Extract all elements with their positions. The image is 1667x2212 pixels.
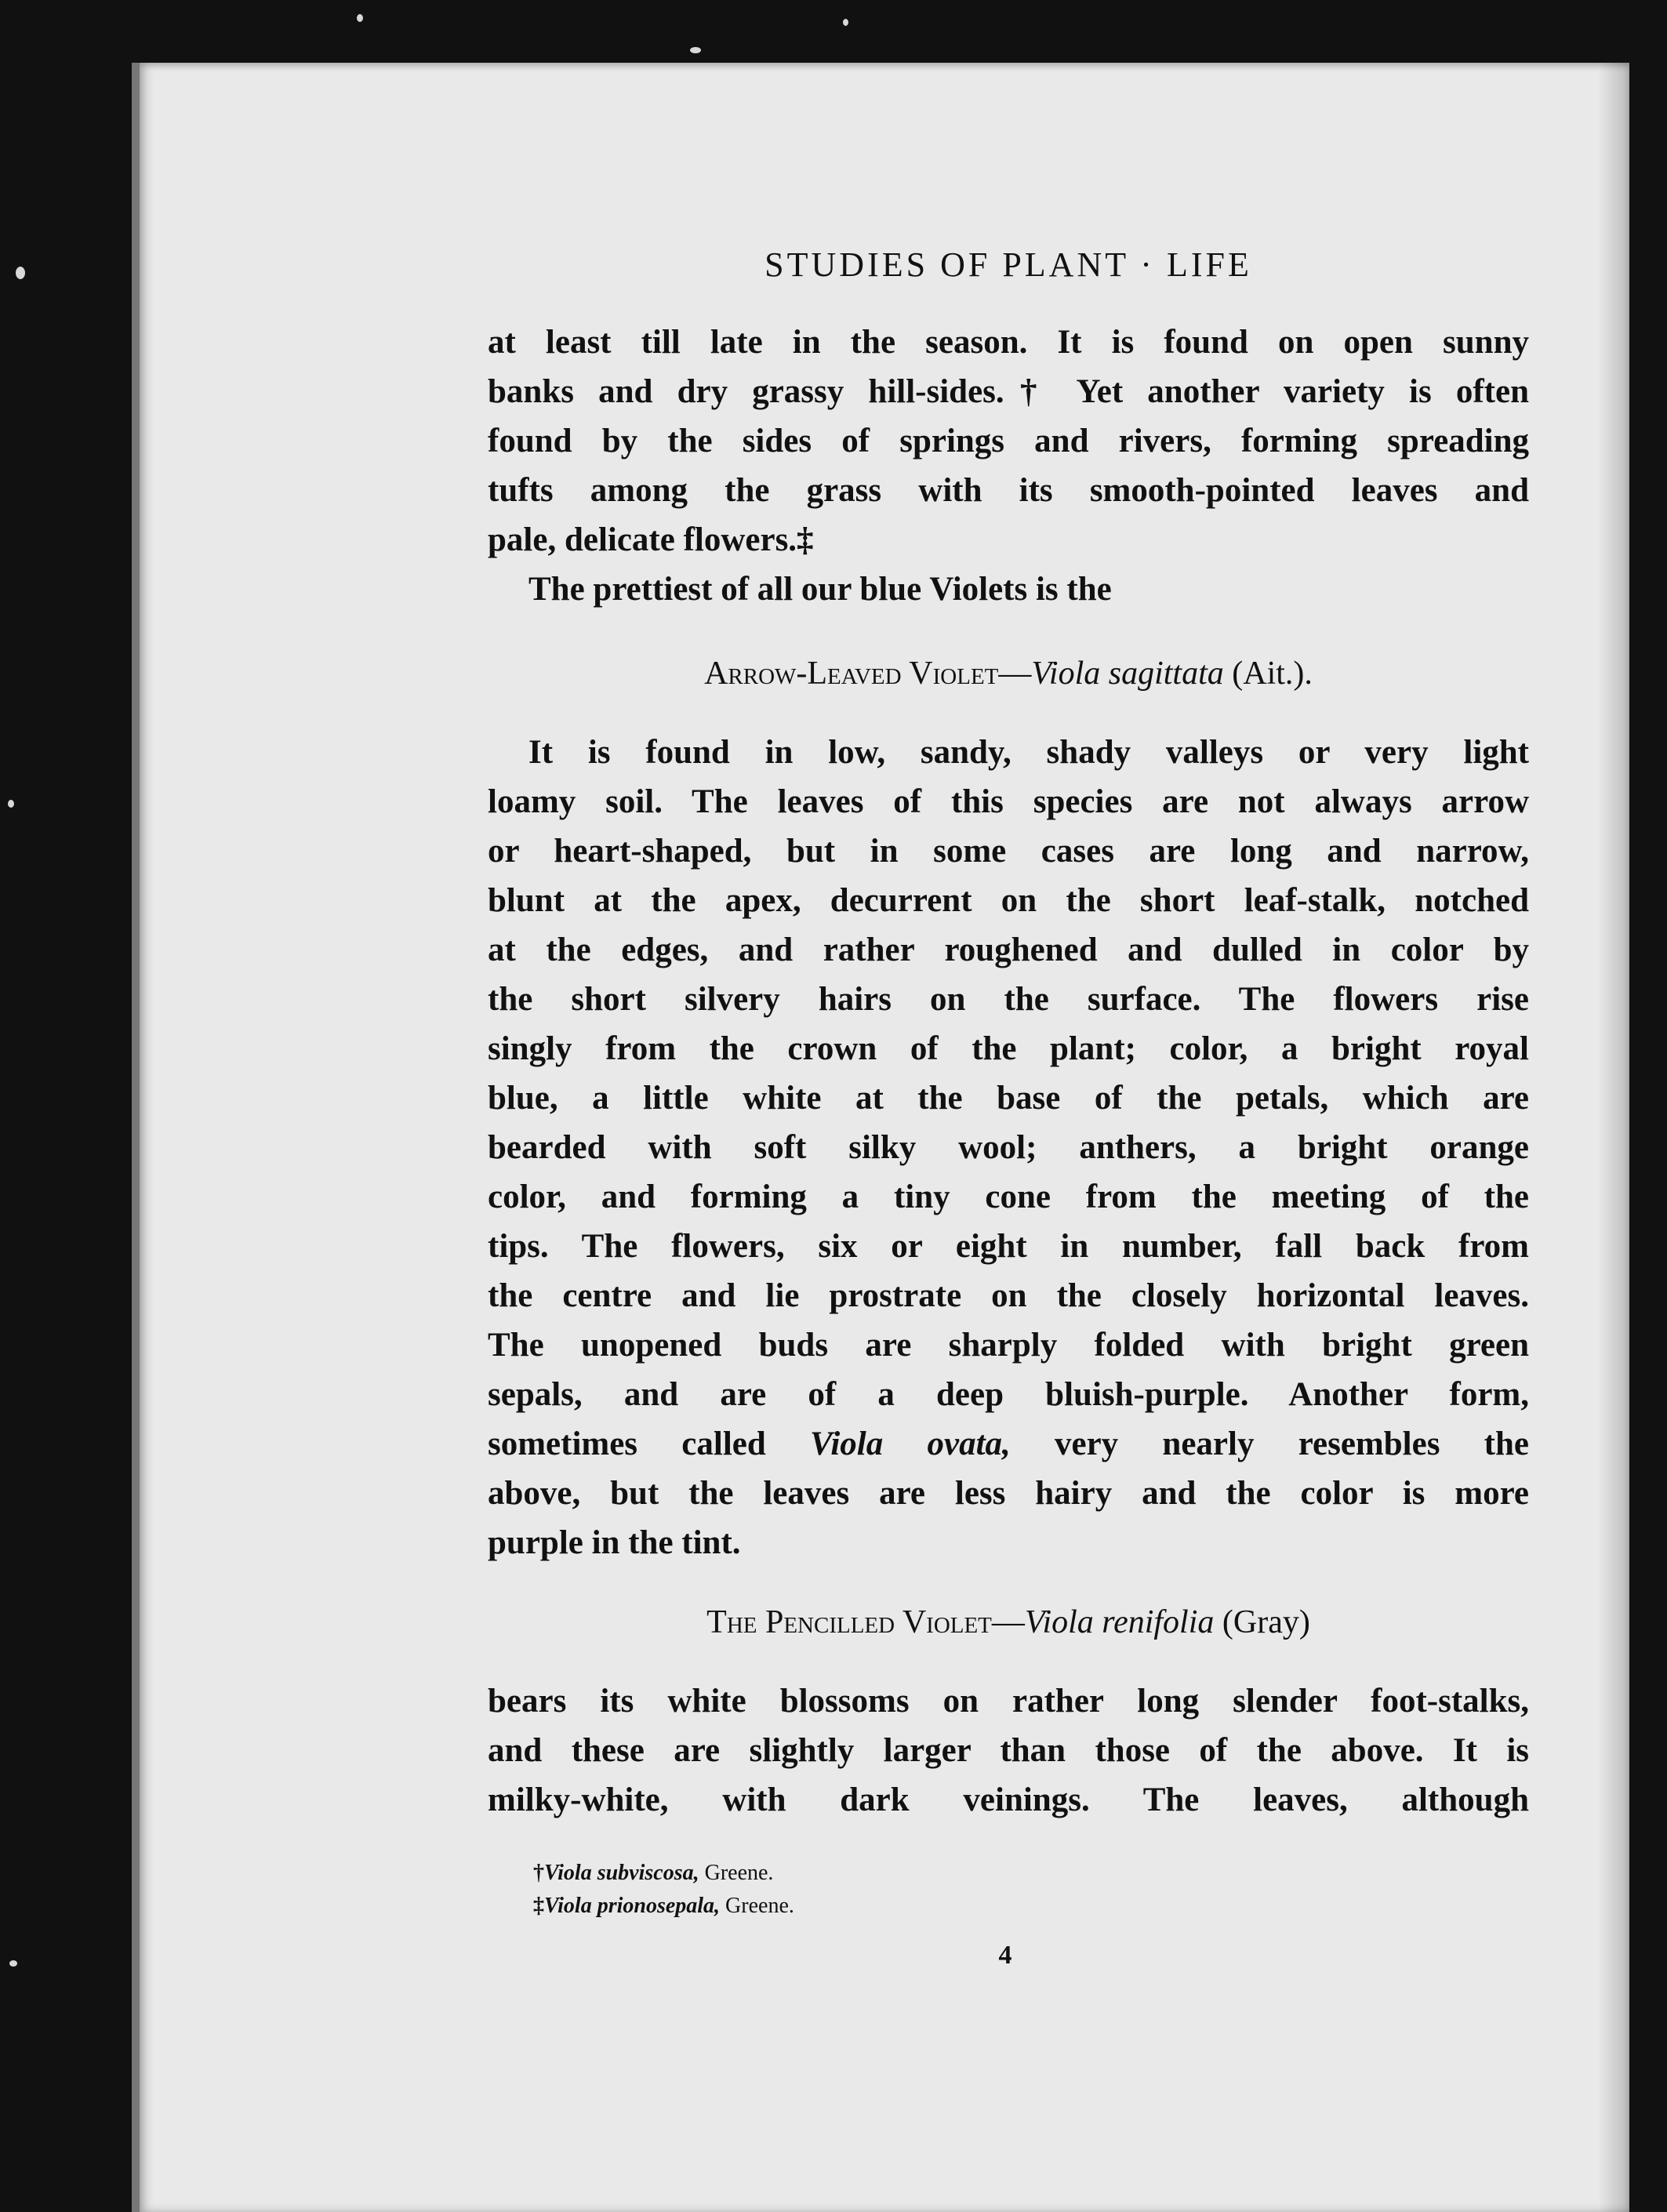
text-line: tips. The flowers, six or eight in number, fall back from bbox=[488, 1228, 1529, 1265]
footnote-mark: ‡ bbox=[533, 1894, 544, 1918]
species-latin-name: Viola renifolia bbox=[1024, 1604, 1215, 1640]
footnote-author: Greene. bbox=[720, 1894, 794, 1918]
text-line: blue, a little white at the base of the petals, which are bbox=[488, 1080, 1529, 1117]
text-line: It is found in low, sandy, shady valleys or very light bbox=[528, 734, 1529, 771]
text-line: above, but the leaves are less hairy and the color is more bbox=[488, 1475, 1529, 1512]
dust-speck bbox=[16, 267, 25, 279]
species-common-name: The Pencilled Violet— bbox=[706, 1604, 1025, 1640]
text-line: pale, delicate flowers.‡ bbox=[488, 521, 814, 558]
text-line: loamy soil. The leaves of this species are not always arrow bbox=[488, 783, 1529, 820]
text-line: the short silvery hairs on the surface. The flowers rise bbox=[488, 981, 1529, 1018]
text-line: bears its white blossoms on rather long slender foot-stalks, bbox=[488, 1683, 1529, 1720]
dust-speck bbox=[357, 14, 363, 22]
text-run: sometimes called bbox=[488, 1426, 811, 1462]
dust-speck bbox=[9, 1960, 17, 1967]
footnote bbox=[533, 1857, 794, 1890]
text-line: bearded with soft silky wool; anthers, a bright orange bbox=[488, 1129, 1529, 1166]
text-line: banks and dry grassy hill-sides.† Yet another variety is often bbox=[488, 373, 1529, 410]
page-edge-shadow bbox=[1598, 63, 1629, 2212]
footnote-author: Greene. bbox=[699, 1861, 774, 1885]
text-line: the centre and lie prostrate on the closely horizontal leaves. bbox=[488, 1277, 1529, 1314]
dust-speck bbox=[690, 47, 701, 53]
paragraph-1 bbox=[488, 318, 1529, 614]
paragraph-4 bbox=[488, 1676, 1529, 1825]
species-authority: (Ait.). bbox=[1223, 656, 1313, 692]
species-heading-arrow-leaved bbox=[488, 655, 1529, 692]
text-line: singly from the crown of the plant; color, a bright royal bbox=[488, 1030, 1529, 1067]
footnote-latin: Viola prionosepala, bbox=[544, 1894, 721, 1918]
dust-speck bbox=[843, 19, 848, 26]
text-line: The unopened buds are sharply folded with bright green bbox=[488, 1327, 1529, 1364]
text-line: found by the sides of springs and rivers, forming spreading bbox=[488, 423, 1529, 459]
paragraph-2: The prettiest of all our blue Violets is the bbox=[528, 571, 1112, 608]
species-latin-name: Viola ovata, bbox=[810, 1426, 1011, 1462]
text-line: milky-white, with dark veinings. The leaves, although bbox=[488, 1782, 1529, 1818]
page-number: 4 bbox=[998, 1941, 1012, 1970]
text-line: and these are slightly larger than those of the above. It is bbox=[488, 1732, 1529, 1769]
text-line: at least till late in the season. It is found on open sunny bbox=[488, 324, 1529, 361]
species-latin-name: Viola sagittata bbox=[1031, 656, 1224, 692]
species-authority: (Gray) bbox=[1214, 1604, 1310, 1640]
dust-speck bbox=[8, 800, 14, 808]
text-line: at the edges, and rather roughened and dulled in color by bbox=[488, 932, 1529, 968]
species-common-name: Arrow-Leaved Violet— bbox=[704, 656, 1032, 692]
text-line: or heart-shaped, but in some cases are long and narrow, bbox=[488, 833, 1529, 870]
text-line: purple in the tint. bbox=[488, 1524, 741, 1561]
footnote-mark: † bbox=[533, 1861, 544, 1885]
footnote-latin: Viola subviscosa, bbox=[544, 1861, 699, 1885]
footnote bbox=[533, 1890, 794, 1923]
text-line: sepals, and are of a deep bluish-purple. Another form, bbox=[488, 1376, 1529, 1413]
text-line: color, and forming a tiny cone from the meeting of the bbox=[488, 1179, 1529, 1215]
species-heading-pencilled bbox=[488, 1604, 1529, 1641]
running-head: STUDIES OF PLANT · LIFE bbox=[764, 245, 1252, 284]
text-line bbox=[488, 1419, 1529, 1469]
text-run: very nearly resembles the bbox=[1010, 1426, 1529, 1462]
text-line: blunt at the apex, decurrent on the short leaf-stalk, notched bbox=[488, 882, 1529, 919]
text-line: tufts among the grass with its smooth-pointed leaves and bbox=[488, 472, 1529, 509]
paragraph-3 bbox=[488, 728, 1529, 1567]
footnotes bbox=[533, 1857, 794, 1923]
